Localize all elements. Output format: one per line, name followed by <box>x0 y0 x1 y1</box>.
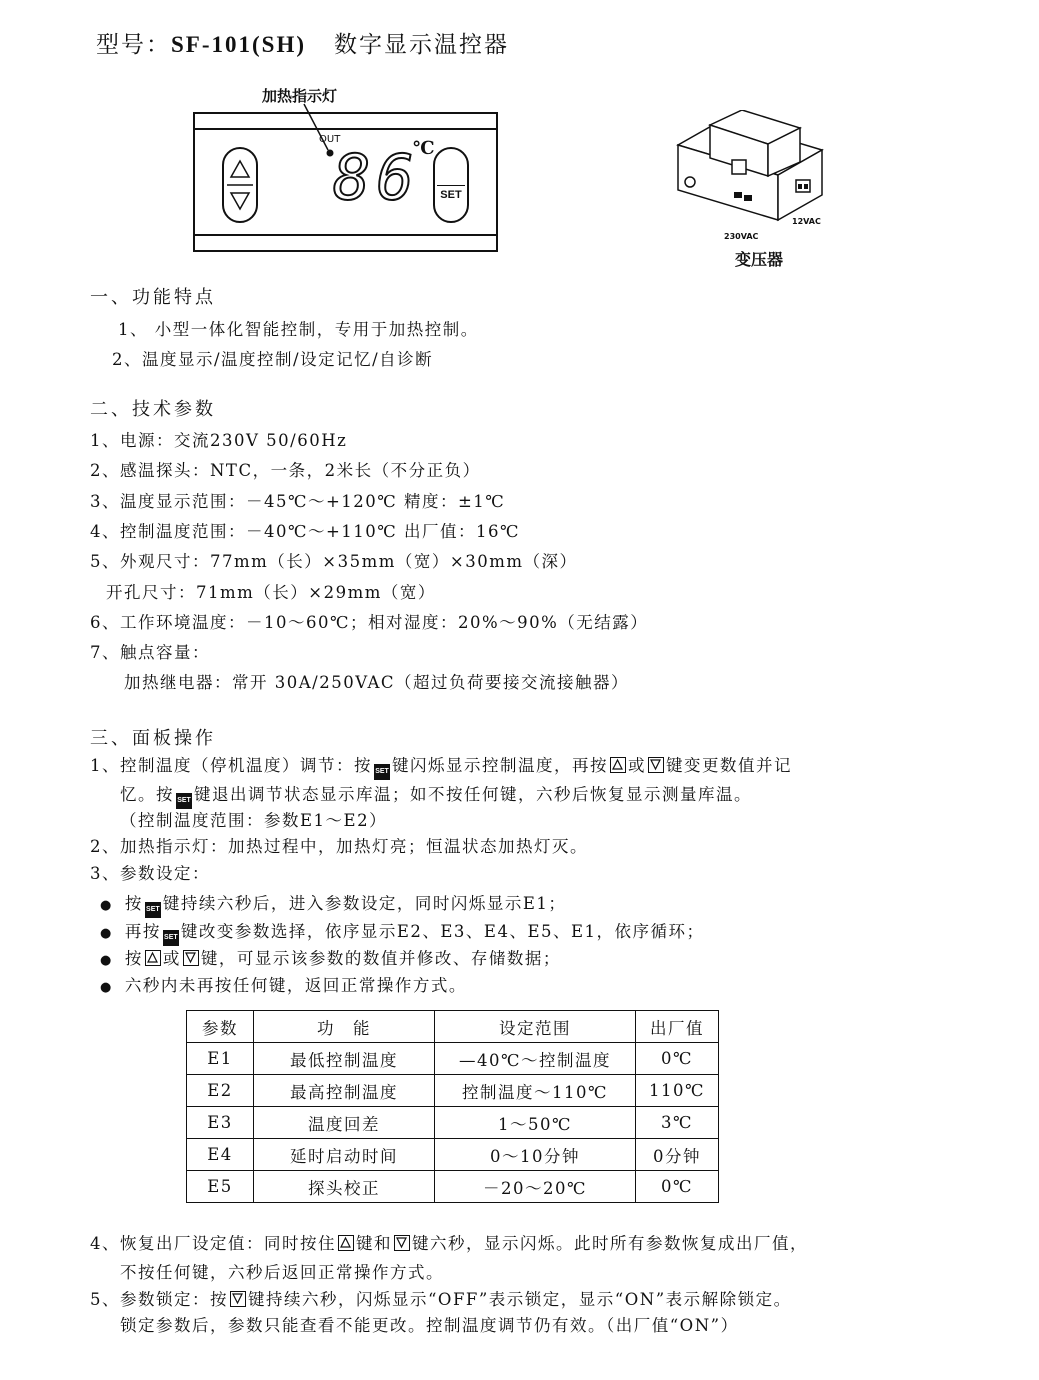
temperature-display: 86 <box>333 141 420 214</box>
spec-item-2: 2、感温探头：NTC，一条，2米长（不分正负） <box>90 461 481 480</box>
table-header: 设定范围 <box>435 1011 636 1043</box>
op-text: 1、控制温度（停机温度）调节：按 <box>90 756 372 775</box>
table-cell: 3℃ <box>636 1107 719 1139</box>
table-cell: 延时启动时间 <box>254 1139 435 1171</box>
up-key-icon <box>610 757 626 773</box>
spec-item-5: 5、外观尺寸：77mm（长）×35mm（宽）×30mm（深） <box>90 552 578 571</box>
model-number: SF-101(SH) <box>171 32 306 57</box>
set-key-icon: SET <box>374 764 390 780</box>
op-item-4 <box>90 1230 808 1254</box>
table-cell: 控制温度～110℃ <box>435 1075 636 1107</box>
panel-bottom-strip <box>195 234 496 236</box>
op-text: 或 <box>162 949 181 968</box>
bullet-item-2 <box>100 918 705 946</box>
heat-indicator-label: 加热指示灯 <box>262 87 338 105</box>
spec-item-7-relay: 加热继电器：常开 30A/250VAC（超过负荷要接交流接触器） <box>124 673 630 692</box>
op-text: 键闪烁显示控制温度，再按 <box>392 756 608 775</box>
op-text: 忆。按 <box>120 785 174 804</box>
op-text: 键，可显示该参数的数值并修改、存储数据； <box>200 949 561 968</box>
spec-item-7: 7、触点容量： <box>90 643 210 662</box>
spec-item-6: 6、工作环境温度：－10～60℃；相对湿度：20%～90%（无结露） <box>90 613 649 632</box>
table-cell: E2 <box>187 1075 254 1107</box>
op-text: 键和 <box>356 1234 392 1253</box>
celsius-unit: ℃ <box>413 138 435 159</box>
table-cell: 温度回差 <box>254 1107 435 1139</box>
op-item-3: 3、参数设定： <box>90 864 210 883</box>
op-text: 按 <box>124 949 143 968</box>
table-cell: 最低控制温度 <box>254 1043 435 1075</box>
op-text: 或 <box>628 756 646 775</box>
table-header: 功 能 <box>254 1011 435 1043</box>
section-features-heading: 一、功能特点 <box>90 287 216 308</box>
bullet-icon: ● <box>100 953 113 968</box>
out-label: OUT <box>319 134 341 145</box>
op-text: 4、恢复出厂设定值：同时按住 <box>90 1234 336 1253</box>
down-key-icon <box>183 950 199 966</box>
op-item-5-cont: 锁定参数后，参数只能查看不能更改。控制温度调节仍有效。（出厂值“ON”） <box>120 1316 739 1335</box>
table-cell: 110℃ <box>636 1075 719 1107</box>
table-header: 出厂值 <box>636 1011 719 1043</box>
transformer-label: 变压器 <box>735 250 784 269</box>
op-text: 键持续六秒，闪烁显示“OFF”表示锁定，显示“ON”表示解除锁定。 <box>248 1290 792 1309</box>
table-cell: 0℃ <box>636 1043 719 1075</box>
bullet-icon: ● <box>100 898 113 913</box>
set-key-icon: SET <box>176 793 192 809</box>
controller-panel <box>193 112 498 252</box>
op-text: 键六秒，显示闪烁。此时所有参数恢复成出厂值， <box>412 1234 808 1253</box>
table-header-row <box>187 1011 719 1043</box>
spec-item-5-cutout: 开孔尺寸：71mm（长）×29mm（宽） <box>106 583 436 602</box>
output-voltage-label: 12VAC <box>792 217 821 226</box>
bullet-item-1 <box>100 890 566 918</box>
bullet-item-3 <box>100 945 561 969</box>
table-cell: E3 <box>187 1107 254 1139</box>
table-row <box>187 1139 719 1171</box>
table-row <box>187 1043 719 1075</box>
op-item-1-cont <box>120 781 752 809</box>
up-key-icon <box>338 1235 354 1251</box>
table-cell: 0分钟 <box>636 1139 719 1171</box>
table-cell: 0～10分钟 <box>435 1139 636 1171</box>
set-key-icon: SET <box>163 930 179 946</box>
table-cell: —40℃～控制温度 <box>435 1043 636 1075</box>
set-key-icon: SET <box>145 902 161 918</box>
op-text: 键改变参数选择，依序显示E2、E3、E4、E5、E1，依序循环； <box>180 922 705 941</box>
op-text: 5、参数锁定：按 <box>90 1290 228 1309</box>
table-cell: 0℃ <box>636 1171 719 1203</box>
panel-top-strip <box>195 128 496 130</box>
feature-item-1: 1、 小型一体化智能控制，专用于加热控制。 <box>118 320 479 339</box>
down-key-icon <box>394 1235 410 1251</box>
op-text: 键退出调节状态显示库温；如不按任何键，六秒后恢复显示测量库温。 <box>194 785 752 804</box>
table-cell: 最高控制温度 <box>254 1075 435 1107</box>
spec-item-4: 4、控制温度范围：－40℃～+110℃ 出厂值：16℃ <box>90 522 520 541</box>
up-key-icon <box>145 950 161 966</box>
op-text: 六秒内未再按任何键，返回正常操作方式。 <box>124 976 467 995</box>
parameter-table <box>186 1010 719 1203</box>
op-item-4-cont: 不按任何键，六秒后返回正常操作方式。 <box>120 1263 444 1282</box>
table-cell: E4 <box>187 1139 254 1171</box>
up-down-arrows-icon <box>224 149 256 221</box>
bullet-icon: ● <box>100 980 113 995</box>
section-specs-heading: 二、技术参数 <box>90 399 216 420</box>
table-cell: 1～50℃ <box>435 1107 636 1139</box>
section-operation-heading: 三、面板操作 <box>90 728 216 749</box>
op-item-1-range: （控制温度范围：参数E1～E2） <box>120 811 388 830</box>
down-key-icon <box>648 757 664 773</box>
bullet-icon: ● <box>100 926 113 941</box>
bullet-item-4 <box>100 972 467 996</box>
op-item-1 <box>90 752 792 780</box>
op-item-2: 2、加热指示灯：加热过程中，加热灯亮；恒温状态加热灯灭。 <box>90 837 588 856</box>
spec-item-1: 1、电源：交流230V 50/60Hz <box>90 431 348 450</box>
table-cell: E1 <box>187 1043 254 1075</box>
op-text: 按 <box>124 894 143 913</box>
feature-item-2: 2、温度显示/温度控制/设定记忆/自诊断 <box>112 350 434 369</box>
title-prefix: 型号： <box>96 32 171 58</box>
op-text: 再按 <box>124 922 161 941</box>
table-cell: －20～20℃ <box>435 1171 636 1203</box>
table-header: 参数 <box>187 1011 254 1043</box>
table-row <box>187 1075 719 1107</box>
table-cell: 探头校正 <box>254 1171 435 1203</box>
table-row <box>187 1171 719 1203</box>
down-key-icon <box>230 1291 246 1307</box>
op-text: 键持续六秒后，进入参数设定，同时闪烁显示E1； <box>162 894 567 913</box>
op-item-5 <box>90 1286 792 1310</box>
input-voltage-label: 230VAC <box>724 232 759 241</box>
up-down-keys <box>222 147 258 223</box>
product-name: 数字显示温控器 <box>333 32 509 58</box>
spec-item-3: 3、温度显示范围：－45℃～+120℃ 精度：±1℃ <box>90 492 506 511</box>
table-row <box>187 1107 719 1139</box>
page-title <box>96 26 509 59</box>
table-cell: E5 <box>187 1171 254 1203</box>
set-key <box>433 147 469 223</box>
set-key-label: SET <box>440 189 462 201</box>
op-text: 键变更数值并记 <box>666 756 792 775</box>
